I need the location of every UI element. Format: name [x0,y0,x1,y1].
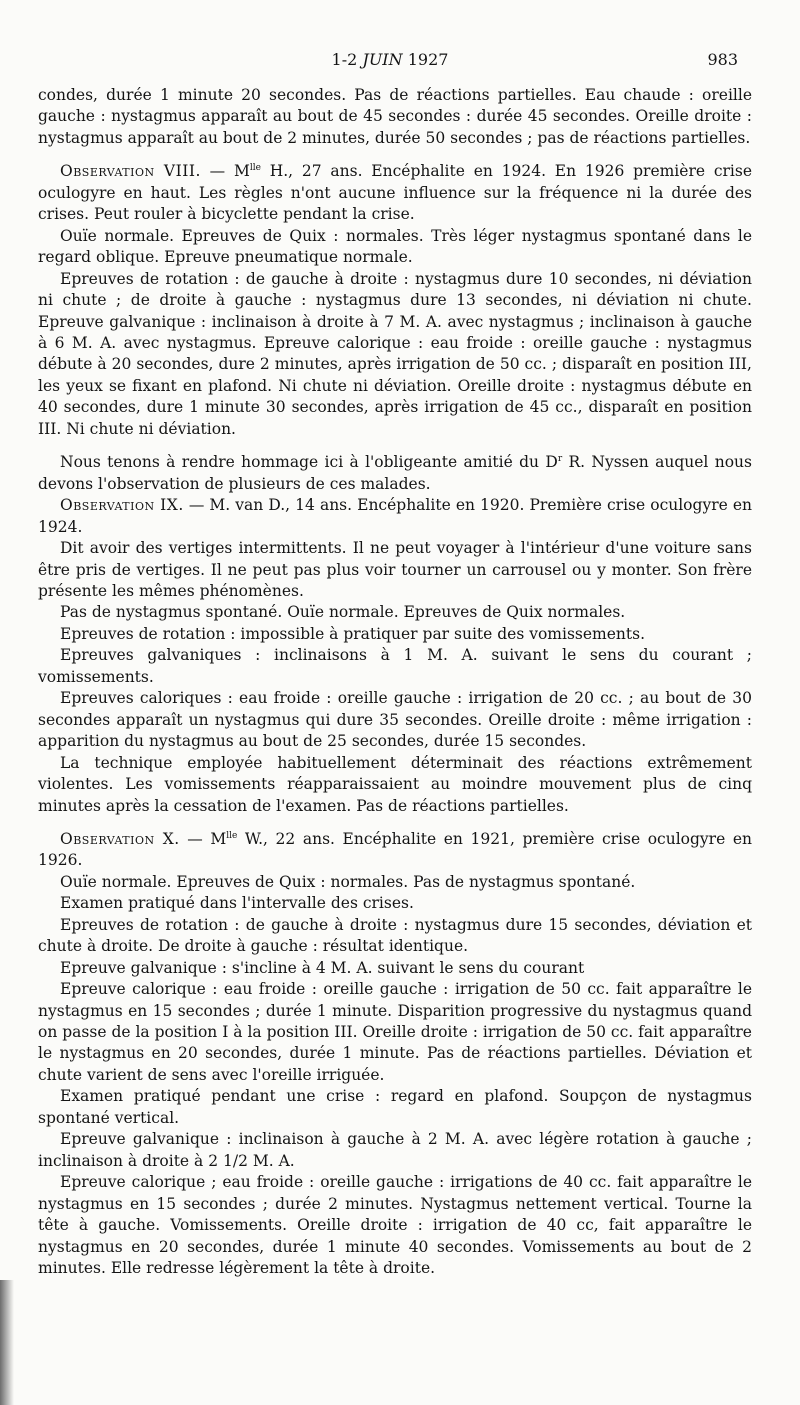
body-text [38,85,752,1279]
page-number: 983 [707,50,738,69]
paragraph: Epreuves caloriques : eau froide : oreille gauche : irrigation de 20 cc. ; au bout de 30 secondes apparaît un nystagmus qui dure 35 secondes. Oreille droite : même irrigation : apparition du nystagmus au bout de 25 secondes, durée 15 secondes. [38,689,752,751]
observation-label: Observation IX. [60,496,184,515]
thanks-text-2: R. Nyssen auquel nous devons l'observation de plusieurs de ces malades. [38,453,752,493]
acknowledgement-paragraph [38,449,752,495]
paragraph: Ouïe normale. Epreuves de Quix : normales. Pas de nystagmus spontané. [60,872,636,891]
observation-intro: — M [200,162,250,181]
superscript: lle [249,163,261,174]
thanks-text-1: Nous tenons à rendre hommage ici à l'obligeante amitié du D [60,453,558,472]
header-date-prefix: 1-2 [331,50,358,69]
observation-label: Observation X. [60,829,180,848]
superscript: lle [226,830,238,841]
paragraph: Epreuves de rotation : de gauche à droite : nystagmus dure 10 secondes, ni déviation ni chute ; de droite à gauche : nystagmus dure 13 secondes, ni déviation ni chute. Epreuve galvanique : inclinaison à droite à 7 M. A. avec nystagmus ; inclinaison à gauche à 6 M. A. avec nystagmus. Epreuve calorique : eau froide : oreille gauche : nystagmus débute à 20 secondes, dure 2 minutes, après irrigation de 50 cc. ; disparaît en position III, les yeux se fixant en plafond. Ni chute ni déviation. Oreille droite : nystagmus débute en 40 secondes, dure 1 minute 30 secondes, après irrigation de 45 cc., disparaît en position III. Ni chute ni déviation. [38,269,752,438]
paragraph: Epreuves de rotation : impossible à pratiquer par suite des vomissements. [60,624,646,643]
header-month: JUIN [362,50,403,69]
observation-text: W., 22 ans. Encéphalite en 1921, première crise oculogyre en 1926. [38,829,753,870]
paragraph-continuation: condes, durée 1 minute 20 secondes. Pas de réactions partielles. Eau chaude : oreille gauche : nystagmus apparaît au bout de 45 secondes : durée 45 secondes. Oreille droite : nystagmus apparaît au bout de 2 minutes, durée 50 secondes ; pas de réactions partielles. [38,86,752,147]
observation-label: Observation VIII. [60,162,201,181]
paragraph: Epreuves galvaniques : inclinaisons à 1 M. A. suivant le sens du courant ; vomissements. [38,646,752,686]
paragraph: La technique employée habituellement déterminait des réactions extrêmement violentes. Les vomissements réapparaissaient au moindre mouvement plus de cinq minutes après la cessation de l'examen. Pas de réactions partielles. [38,753,752,815]
running-header [0,46,800,76]
running-title [300,50,480,69]
observation-intro: — M [179,829,227,848]
observation-ix-heading [38,495,752,538]
paragraph: Examen pratiqué dans l'intervalle des crises. [60,894,414,913]
paragraph: Epreuve calorique : eau froide : oreille gauche : irrigation de 50 cc. fait apparaître le nystagmus en 15 secondes ; durée 1 minute. Disparition progressive du nystagmus quand on passe de la position I à la position III. Oreille droite : irrigation de 50 cc. fait apparaître le nystagmus en 20 secondes, durée 1 minute. Pas de réactions partielles. Déviation et chute varient de sens avec l'oreille irriguée. [38,980,752,1084]
observation-text: H., 27 ans. Encéphalite en 1924. En 1926 première crise oculogyre en haut. Les règles n'ont aucune influence sur la fréquence ni la durée des crises. Peut rouler à bicyclette pendant la crise. [38,162,752,224]
observation-viii-heading [38,158,752,225]
observation-x-heading [38,826,752,872]
paragraph: Epreuves de rotation : de gauche à droite : nystagmus dure 15 secondes, déviation et chute à droite. De droite à gauche : résultat identique. [38,915,752,956]
page-edge-shadow [0,1280,14,1405]
observation-text: — M. van D., 14 ans. Encéphalite en 1920. Première crise oculogyre en 1924. [38,496,753,536]
paragraph: Epreuve calorique ; eau froide : oreille gauche : irrigations de 40 cc. fait apparaître le nystagmus en 15 secondes ; durée 2 minutes. Nystagmus nettement vertical. Tourne la tête à gauche. Vomissements. Oreille droite : irrigation de 40 cc, fait apparaître le nystagmus en 20 secondes, durée 1 minute 40 secondes. Vomissements au bout de 2 minutes. Elle redresse légèrement la tête à droite. [38,1173,752,1278]
paragraph: Epreuve galvanique : s'incline à 4 M. A. suivant le sens du courant [60,958,585,977]
superscript: r [557,454,563,465]
paragraph: Examen pratiqué pendant une crise : regard en plafond. Soupçon de nystagmus spontané vertical. [38,1087,752,1127]
paragraph: Ouïe normale. Epreuves de Quix : normales. Très léger nystagmus spontané dans le regard oblique. Epreuve pneumatique normale. [38,226,752,267]
paragraph: Epreuve galvanique : inclinaison à gauche à 2 M. A. avec légère rotation à gauche ; inclinaison à droite à 2 1/2 M. A. [38,1130,752,1170]
paragraph: Pas de nystagmus spontané. Ouïe normale. Epreuves de Quix normales. [60,603,626,622]
header-year: 1927 [407,50,449,69]
paragraph: Dit avoir des vertiges intermittents. Il ne peut voyager à l'intérieur d'une voiture sans être pris de vertiges. Il ne peut pas plus voir tourner un carrousel ou y monter. Son frère présente les mêmes phénomènes. [38,539,752,600]
